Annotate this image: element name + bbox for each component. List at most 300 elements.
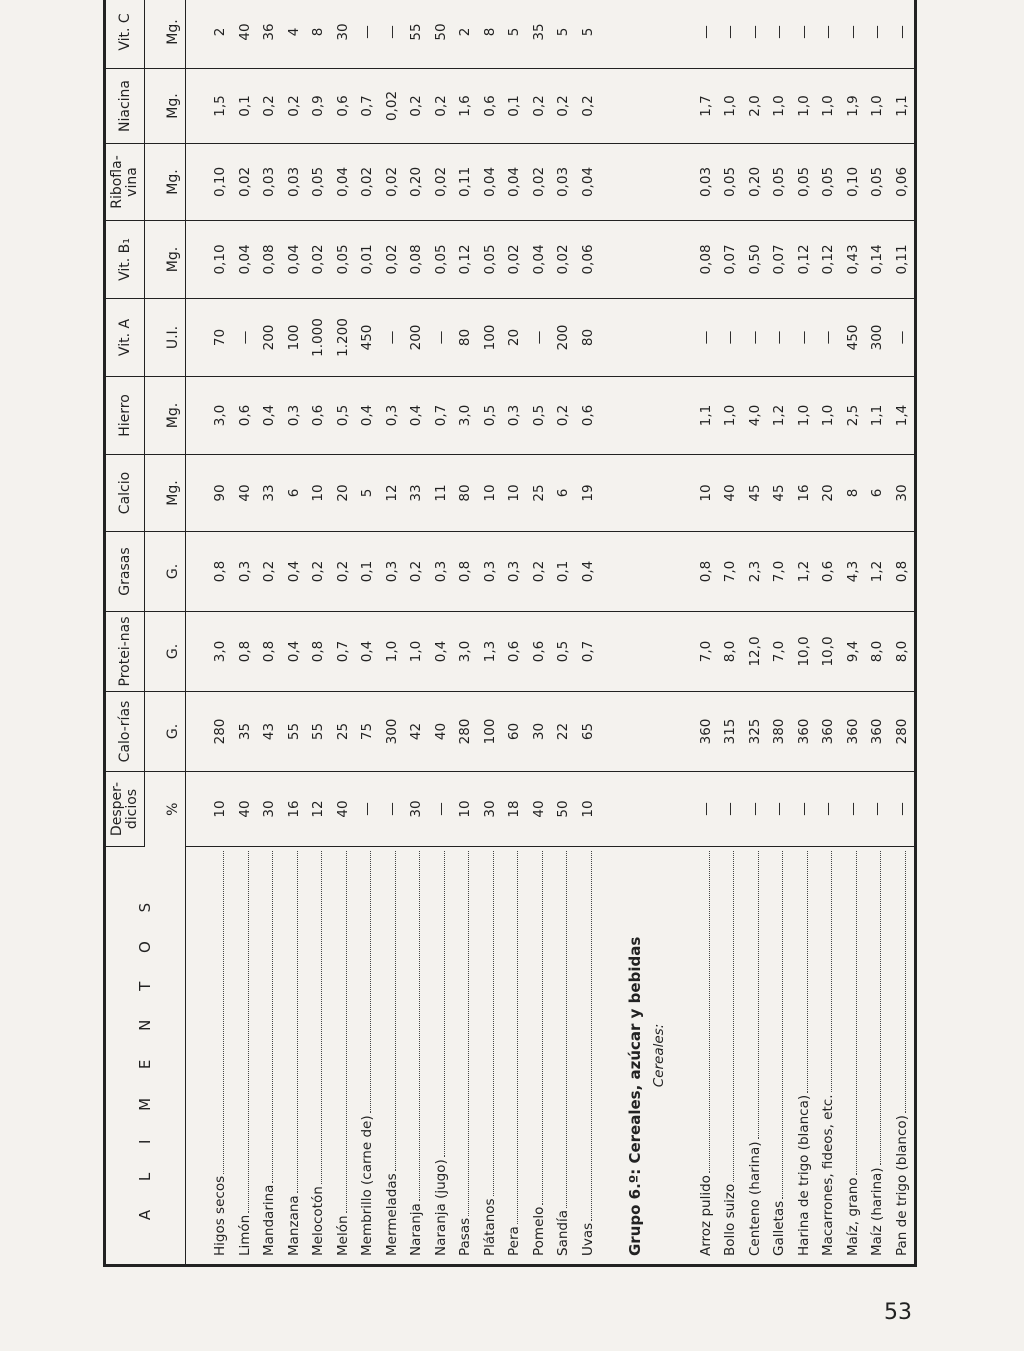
column-header: Grasas bbox=[105, 532, 145, 612]
value-cell: 55 bbox=[282, 692, 307, 772]
food-name: Harina de trigo (blanca) bbox=[795, 1094, 812, 1256]
dot-leader bbox=[830, 851, 832, 1093]
value-cell: 30 bbox=[478, 772, 503, 847]
value-cell: 0,2 bbox=[527, 532, 552, 612]
value-cell: 0,06 bbox=[889, 144, 915, 221]
empty-cell bbox=[622, 377, 647, 455]
value-cell: 10 bbox=[453, 772, 478, 847]
value-cell: 10 bbox=[208, 772, 233, 847]
food-name: Mermeladas bbox=[383, 1173, 400, 1256]
value-cell: 55 bbox=[404, 0, 429, 69]
empty-cell bbox=[671, 612, 693, 692]
value-cell: 0,05 bbox=[791, 144, 816, 221]
value-cell: 0,02 bbox=[551, 221, 576, 299]
value-cell: 0,02 bbox=[233, 144, 258, 221]
empty-cell bbox=[600, 221, 622, 299]
value-cell: 0,3 bbox=[429, 532, 454, 612]
value-cell: 42 bbox=[404, 692, 429, 772]
empty-cell bbox=[186, 377, 209, 455]
value-cell: 0,8 bbox=[306, 612, 331, 692]
value-cell: 11 bbox=[429, 455, 454, 532]
value-cell: 8,0 bbox=[865, 612, 890, 692]
value-cell: 0,4 bbox=[282, 532, 307, 612]
page-number: 53 bbox=[884, 1300, 912, 1325]
value-cell: 280 bbox=[208, 692, 233, 772]
empty-cell bbox=[622, 69, 647, 144]
value-cell: — bbox=[889, 0, 915, 69]
value-cell: 8 bbox=[478, 0, 503, 69]
empty-cell bbox=[186, 692, 209, 772]
dot-leader bbox=[879, 851, 881, 1165]
value-cell: 1,9 bbox=[840, 69, 865, 144]
column-unit: G. bbox=[145, 532, 186, 612]
value-cell: 22 bbox=[551, 692, 576, 772]
empty-cell bbox=[671, 0, 693, 69]
value-cell: 75 bbox=[355, 692, 380, 772]
food-name: Centeno (harina) bbox=[746, 1141, 763, 1256]
dot-leader bbox=[757, 851, 759, 1140]
group-title: Grupo 6.º: Cereales, azúcar y bebidas bbox=[625, 936, 644, 1256]
food-name: Pan de trigo (blanco) bbox=[893, 1115, 910, 1256]
food-name: Higos secos bbox=[212, 1175, 229, 1256]
value-cell: 2 bbox=[453, 0, 478, 69]
table-row bbox=[282, 0, 307, 1266]
dot-leader bbox=[443, 851, 445, 1157]
value-cell: 0,1 bbox=[233, 69, 258, 144]
value-cell: 1,5 bbox=[208, 69, 233, 144]
empty-cell bbox=[647, 299, 672, 377]
empty-cell bbox=[647, 221, 672, 299]
dot-leader bbox=[541, 851, 543, 1205]
empty-cell bbox=[600, 612, 622, 692]
value-cell: 25 bbox=[527, 455, 552, 532]
table-header bbox=[105, 0, 186, 1266]
value-cell: — bbox=[718, 299, 743, 377]
value-cell: 1,1 bbox=[693, 377, 718, 455]
value-cell: 0,1 bbox=[502, 69, 527, 144]
dot-leader bbox=[247, 851, 249, 1213]
value-cell: 8 bbox=[840, 455, 865, 532]
value-cell: 0,20 bbox=[742, 144, 767, 221]
value-cell: 7,0 bbox=[767, 612, 792, 692]
value-cell: — bbox=[816, 772, 841, 847]
empty-cell bbox=[671, 455, 693, 532]
value-cell: 3,0 bbox=[208, 377, 233, 455]
empty-cell bbox=[647, 69, 672, 144]
food-cell bbox=[527, 847, 552, 1266]
value-cell: 0,8 bbox=[693, 532, 718, 612]
value-cell: 40 bbox=[233, 455, 258, 532]
food-name: Sandía bbox=[555, 1210, 572, 1256]
value-cell: 0,5 bbox=[331, 377, 356, 455]
value-cell: 1,0 bbox=[791, 69, 816, 144]
table-row bbox=[576, 0, 601, 1266]
value-cell: 43 bbox=[257, 692, 282, 772]
spacer-row bbox=[600, 0, 622, 1266]
value-cell: 1,0 bbox=[816, 377, 841, 455]
value-cell: 7,0 bbox=[718, 532, 743, 612]
empty-cell bbox=[186, 144, 209, 221]
value-cell: 8 bbox=[306, 0, 331, 69]
empty-cell bbox=[600, 455, 622, 532]
value-cell: — bbox=[429, 772, 454, 847]
value-cell: — bbox=[380, 0, 405, 69]
empty-cell bbox=[647, 532, 672, 612]
value-cell: 280 bbox=[453, 692, 478, 772]
value-cell: 300 bbox=[865, 299, 890, 377]
food-cell bbox=[404, 847, 429, 1266]
value-cell: 360 bbox=[865, 692, 890, 772]
value-cell: 0,10 bbox=[208, 144, 233, 221]
value-cell: 1,7 bbox=[693, 69, 718, 144]
food-cell bbox=[865, 847, 890, 1266]
value-cell: 20 bbox=[816, 455, 841, 532]
value-cell: 20 bbox=[331, 455, 356, 532]
food-name: Pomelo bbox=[530, 1206, 547, 1256]
table-row bbox=[429, 0, 454, 1266]
value-cell: — bbox=[767, 299, 792, 377]
value-cell: 3,0 bbox=[208, 612, 233, 692]
value-cell: 8,0 bbox=[889, 612, 915, 692]
spacer bbox=[600, 847, 622, 1266]
empty-cell bbox=[622, 0, 647, 69]
value-cell: 0,8 bbox=[257, 612, 282, 692]
value-cell: 0,5 bbox=[478, 377, 503, 455]
value-cell: 16 bbox=[282, 772, 307, 847]
table-row bbox=[889, 0, 915, 1266]
dot-leader bbox=[296, 851, 298, 1193]
value-cell: 10 bbox=[306, 455, 331, 532]
column-unit: G. bbox=[145, 692, 186, 772]
empty-cell bbox=[186, 0, 209, 69]
value-cell: 60 bbox=[502, 692, 527, 772]
value-cell: 18 bbox=[502, 772, 527, 847]
empty-cell bbox=[622, 772, 647, 847]
value-cell: 0,5 bbox=[527, 377, 552, 455]
value-cell: 25 bbox=[331, 692, 356, 772]
dot-leader bbox=[732, 851, 734, 1182]
value-cell: 360 bbox=[693, 692, 718, 772]
empty-cell bbox=[186, 299, 209, 377]
value-cell: 12,0 bbox=[742, 612, 767, 692]
value-cell: 45 bbox=[767, 455, 792, 532]
value-cell: 0,7 bbox=[429, 377, 454, 455]
table-row bbox=[404, 0, 429, 1266]
value-cell: 7,0 bbox=[693, 612, 718, 692]
value-cell: 0,02 bbox=[380, 221, 405, 299]
table-row bbox=[840, 0, 865, 1266]
value-cell: 0,05 bbox=[478, 221, 503, 299]
value-cell: 0,04 bbox=[282, 221, 307, 299]
empty-cell bbox=[671, 144, 693, 221]
empty-cell bbox=[600, 144, 622, 221]
value-cell: 30 bbox=[331, 0, 356, 69]
column-header: Protei-nas bbox=[105, 612, 145, 692]
empty-cell bbox=[647, 144, 672, 221]
value-cell: 0,3 bbox=[380, 532, 405, 612]
column-unit: % bbox=[145, 772, 186, 847]
value-cell: 360 bbox=[791, 692, 816, 772]
value-cell: 1,1 bbox=[889, 69, 915, 144]
nutrition-table bbox=[103, 0, 917, 1267]
value-cell: 0,10 bbox=[208, 221, 233, 299]
value-cell: 1,0 bbox=[718, 69, 743, 144]
value-cell: 0,6 bbox=[331, 69, 356, 144]
food-name: Manzana bbox=[285, 1195, 302, 1256]
value-cell: 80 bbox=[453, 455, 478, 532]
food-cell bbox=[742, 847, 767, 1266]
value-cell: 3,0 bbox=[453, 377, 478, 455]
value-cell: 0,6 bbox=[306, 377, 331, 455]
value-cell: 0,05 bbox=[331, 221, 356, 299]
value-cell: 30 bbox=[404, 772, 429, 847]
empty-cell bbox=[600, 377, 622, 455]
value-cell: — bbox=[840, 772, 865, 847]
value-cell: — bbox=[742, 772, 767, 847]
value-cell: 1,0 bbox=[380, 612, 405, 692]
food-cell bbox=[380, 847, 405, 1266]
value-cell: 0,03 bbox=[551, 144, 576, 221]
alimentos-header-label: A L I M E N T O S bbox=[135, 890, 154, 1221]
value-cell: 325 bbox=[742, 692, 767, 772]
subgroup-title-row bbox=[647, 0, 672, 1266]
value-cell: 0,08 bbox=[404, 221, 429, 299]
value-cell: — bbox=[527, 299, 552, 377]
table-row bbox=[208, 0, 233, 1266]
value-cell: 3,0 bbox=[453, 612, 478, 692]
food-name: Melón bbox=[334, 1215, 351, 1256]
value-cell: 0,03 bbox=[257, 144, 282, 221]
value-cell: 55 bbox=[306, 692, 331, 772]
nutrition-table-frame bbox=[103, 13, 917, 1267]
value-cell: 35 bbox=[233, 692, 258, 772]
value-cell: 0,05 bbox=[306, 144, 331, 221]
value-cell: 20 bbox=[502, 299, 527, 377]
empty-cell bbox=[622, 455, 647, 532]
empty-cell bbox=[622, 299, 647, 377]
value-cell: 0,2 bbox=[257, 69, 282, 144]
value-cell: 0,9 bbox=[306, 69, 331, 144]
value-cell: — bbox=[767, 772, 792, 847]
empty-cell bbox=[622, 612, 647, 692]
value-cell: 0,12 bbox=[791, 221, 816, 299]
value-cell: 12 bbox=[306, 772, 331, 847]
value-cell: 1,4 bbox=[889, 377, 915, 455]
value-cell: 0,14 bbox=[865, 221, 890, 299]
value-cell: 0,4 bbox=[355, 612, 380, 692]
dot-leader bbox=[516, 851, 518, 1224]
value-cell: 10,0 bbox=[791, 612, 816, 692]
food-cell bbox=[889, 847, 915, 1266]
value-cell: 35 bbox=[527, 0, 552, 69]
empty-cell bbox=[671, 299, 693, 377]
value-cell: 0,07 bbox=[718, 221, 743, 299]
value-cell: 0,2 bbox=[257, 532, 282, 612]
value-cell: 300 bbox=[380, 692, 405, 772]
value-cell: — bbox=[889, 772, 915, 847]
value-cell: 0,04 bbox=[331, 144, 356, 221]
food-cell bbox=[693, 847, 718, 1266]
value-cell: 40 bbox=[331, 772, 356, 847]
value-cell: 30 bbox=[889, 455, 915, 532]
empty-cell bbox=[671, 221, 693, 299]
table-row bbox=[551, 0, 576, 1266]
value-cell: 100 bbox=[478, 299, 503, 377]
value-cell: 0,43 bbox=[840, 221, 865, 299]
value-cell: 450 bbox=[840, 299, 865, 377]
value-cell: 0,04 bbox=[576, 144, 601, 221]
value-cell: 0,03 bbox=[282, 144, 307, 221]
column-header: Calo-rías bbox=[105, 692, 145, 772]
value-cell: 0,05 bbox=[865, 144, 890, 221]
value-cell: 0,20 bbox=[404, 144, 429, 221]
value-cell: 0,07 bbox=[767, 221, 792, 299]
value-cell: 1.000 bbox=[306, 299, 331, 377]
empty-cell bbox=[671, 692, 693, 772]
food-name: Macarrones, fideos, etc. bbox=[820, 1094, 837, 1256]
value-cell: 7,0 bbox=[767, 532, 792, 612]
value-cell: 9,4 bbox=[840, 612, 865, 692]
empty-cell bbox=[600, 772, 622, 847]
value-cell: — bbox=[693, 299, 718, 377]
value-cell: 280 bbox=[889, 692, 915, 772]
table-row bbox=[527, 0, 552, 1266]
food-cell bbox=[502, 847, 527, 1266]
column-header: Desper-dicios bbox=[105, 772, 145, 847]
empty-cell bbox=[647, 455, 672, 532]
value-cell: 0,1 bbox=[551, 532, 576, 612]
column-header: Vit. C bbox=[105, 0, 145, 69]
value-cell: 0,02 bbox=[502, 221, 527, 299]
food-cell bbox=[453, 847, 478, 1266]
food-name: Limón bbox=[236, 1214, 253, 1256]
table-row bbox=[791, 0, 816, 1266]
dot-leader bbox=[271, 851, 273, 1183]
group-title-row bbox=[622, 0, 647, 1266]
value-cell: 0,2 bbox=[404, 69, 429, 144]
spacer-row bbox=[186, 0, 209, 1266]
value-cell: 200 bbox=[257, 299, 282, 377]
value-cell: 0,05 bbox=[429, 221, 454, 299]
value-cell: 0,6 bbox=[576, 377, 601, 455]
value-cell: 0,7 bbox=[576, 612, 601, 692]
value-cell: 4 bbox=[282, 0, 307, 69]
value-cell: 30 bbox=[257, 772, 282, 847]
value-cell: 0,06 bbox=[576, 221, 601, 299]
value-cell: 0,2 bbox=[306, 532, 331, 612]
dot-leader bbox=[904, 851, 906, 1113]
value-cell: 0,05 bbox=[816, 144, 841, 221]
food-cell bbox=[257, 847, 282, 1266]
value-cell: 5 bbox=[355, 455, 380, 532]
value-cell: 80 bbox=[576, 299, 601, 377]
value-cell: 0,2 bbox=[551, 377, 576, 455]
food-cell bbox=[718, 847, 743, 1266]
value-cell: 0,08 bbox=[257, 221, 282, 299]
empty-cell bbox=[600, 299, 622, 377]
value-cell: 1,2 bbox=[767, 377, 792, 455]
subgroup-title: Cereales: bbox=[651, 1023, 668, 1088]
value-cell: 0,2 bbox=[576, 69, 601, 144]
dot-leader bbox=[320, 851, 322, 1184]
value-cell: 1.200 bbox=[331, 299, 356, 377]
food-name: Naranja bbox=[408, 1203, 425, 1256]
value-cell: 0,02 bbox=[527, 144, 552, 221]
food-cell bbox=[576, 847, 601, 1266]
spacer-row bbox=[671, 0, 693, 1266]
value-cell: 5 bbox=[551, 0, 576, 69]
value-cell: 0,05 bbox=[767, 144, 792, 221]
column-unit: Mg. bbox=[145, 377, 186, 455]
dot-leader bbox=[467, 851, 469, 1216]
value-cell: 0,02 bbox=[429, 144, 454, 221]
table-row bbox=[502, 0, 527, 1266]
table-body bbox=[186, 0, 916, 1266]
value-cell: 315 bbox=[718, 692, 743, 772]
value-cell: 5 bbox=[576, 0, 601, 69]
value-cell: 1,0 bbox=[718, 377, 743, 455]
food-cell bbox=[208, 847, 233, 1266]
spacer bbox=[671, 847, 693, 1266]
value-cell: 0,4 bbox=[576, 532, 601, 612]
dot-leader bbox=[590, 851, 592, 1221]
table-row bbox=[233, 0, 258, 1266]
dot-leader bbox=[369, 851, 371, 1113]
value-cell: 0,6 bbox=[478, 69, 503, 144]
value-cell: 0,02 bbox=[306, 221, 331, 299]
value-cell: 0,5 bbox=[551, 612, 576, 692]
empty-cell bbox=[647, 377, 672, 455]
dot-leader bbox=[565, 851, 567, 1208]
value-cell: 80 bbox=[453, 299, 478, 377]
value-cell: 1,3 bbox=[478, 612, 503, 692]
value-cell: 0,08 bbox=[693, 221, 718, 299]
empty-cell bbox=[622, 144, 647, 221]
food-cell bbox=[355, 847, 380, 1266]
food-cell bbox=[816, 847, 841, 1266]
food-cell bbox=[551, 847, 576, 1266]
empty-cell bbox=[671, 532, 693, 612]
table-row bbox=[742, 0, 767, 1266]
food-name: Plátanos bbox=[481, 1198, 498, 1256]
value-cell: — bbox=[380, 772, 405, 847]
empty-cell bbox=[622, 221, 647, 299]
value-cell: 0,11 bbox=[453, 144, 478, 221]
value-cell: 10,0 bbox=[816, 612, 841, 692]
dot-leader bbox=[418, 851, 420, 1201]
value-cell: 200 bbox=[404, 299, 429, 377]
value-cell: — bbox=[865, 0, 890, 69]
food-name: Melocotón bbox=[310, 1186, 327, 1256]
column-header: Ribofla-vina bbox=[105, 144, 145, 221]
value-cell: 45 bbox=[742, 455, 767, 532]
empty-cell bbox=[647, 0, 672, 69]
empty-cell bbox=[186, 612, 209, 692]
value-cell: 1,0 bbox=[865, 69, 890, 144]
value-cell: 0,4 bbox=[404, 377, 429, 455]
column-unit: Mg. bbox=[145, 0, 186, 69]
value-cell: — bbox=[380, 299, 405, 377]
value-cell: 0,4 bbox=[429, 612, 454, 692]
column-header: Hierro bbox=[105, 377, 145, 455]
dot-leader bbox=[222, 851, 224, 1174]
value-cell: 0,8 bbox=[453, 532, 478, 612]
value-cell: 2,5 bbox=[840, 377, 865, 455]
value-cell: 2 bbox=[208, 0, 233, 69]
value-cell: 0,05 bbox=[718, 144, 743, 221]
value-cell: 100 bbox=[282, 299, 307, 377]
empty-cell bbox=[600, 692, 622, 772]
